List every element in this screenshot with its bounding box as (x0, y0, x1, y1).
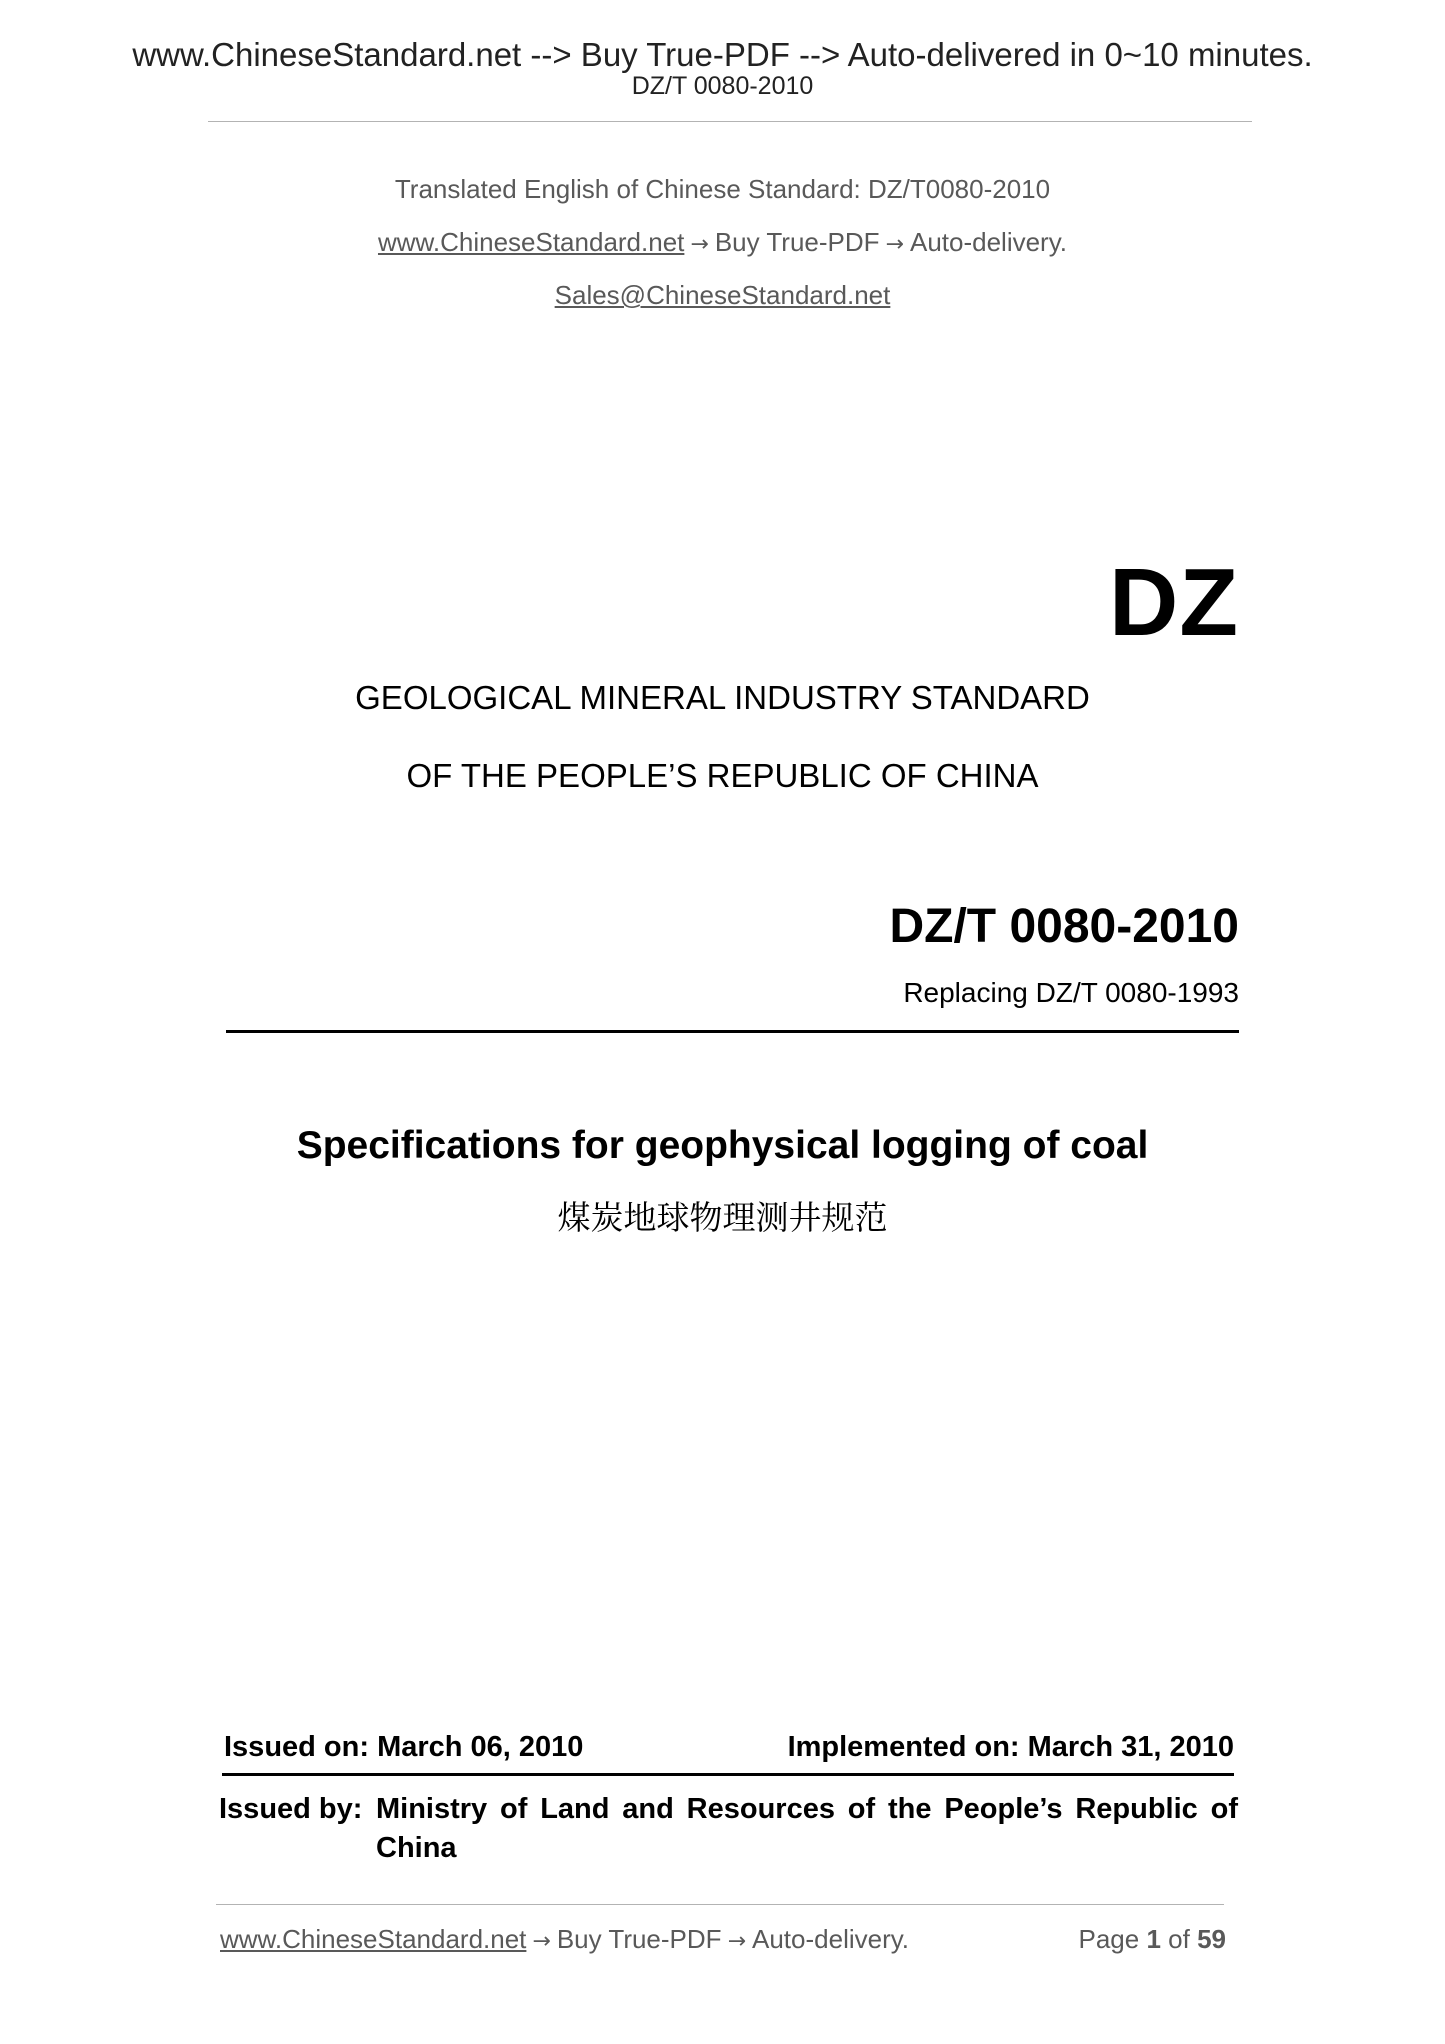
issued-by-label: Issued by: (219, 1793, 363, 1825)
sales-email-link[interactable]: Sales@ChineseStandard.net (554, 280, 891, 310)
page-label: Page (1078, 1924, 1140, 1954)
arrow-right-icon: → (885, 232, 904, 257)
page-total: 59 (1197, 1924, 1226, 1954)
arrow-right-icon: → (690, 232, 709, 257)
implemented-on-date: Implemented on: March 31, 2010 (787, 1731, 1234, 1763)
footer-buy-true-pdf-text: Buy True-PDF (556, 1924, 722, 1954)
replacing-note: Replacing DZ/T 0080-1993 (903, 977, 1239, 1008)
document-title-english: Specifications for geophysical logging of coal (296, 1124, 1149, 1167)
arrow-right-icon: → (532, 1929, 551, 1954)
translated-standard-line: Translated English of Chinese Standard: DZ/T0080-2010 (394, 174, 1051, 204)
footer-chinesestandard-link[interactable]: www.ChineseStandard.net (220, 1924, 527, 1954)
page-of-label: of (1168, 1924, 1190, 1954)
buy-true-pdf-text: Buy True-PDF (714, 227, 880, 257)
document-title-chinese: 煤炭地球物理测井规范 (557, 1198, 888, 1237)
issued-by-value: Ministry of Land and Resources of the People’s Republic of China (376, 1793, 1238, 1865)
auto-delivery-text: Auto-delivery. (909, 227, 1068, 257)
issue-divider (222, 1773, 1234, 1776)
top-banner: www.ChineseStandard.net --> Buy True-PDF --> Auto-delivered in 0~10 minutes. (132, 36, 1313, 73)
title-divider (226, 1030, 1239, 1033)
chinesestandard-link[interactable]: www.ChineseStandard.net (377, 227, 685, 257)
page-number (1078, 1926, 1226, 1952)
dz-standard-mark: DZ (1109, 549, 1239, 656)
page-current: 1 (1146, 1924, 1161, 1954)
running-header: DZ/T 0080-2010 (631, 72, 814, 100)
issued-on-date: Issued on: March 06, 2010 (224, 1731, 584, 1763)
header-divider (208, 121, 1252, 122)
standard-type-line2: OF THE PEOPLE’S REPUBLIC OF CHINA (406, 757, 1039, 794)
footer-auto-delivery-text: Auto-delivery. (752, 1924, 910, 1954)
standard-code: DZ/T 0080-2010 (889, 900, 1239, 953)
footer-divider (216, 1904, 1224, 1905)
sales-line (0, 282, 1445, 308)
standard-type-line1: GEOLOGICAL MINERAL INDUSTRY STANDARD (355, 679, 1090, 716)
arrow-right-icon: → (727, 1929, 746, 1954)
delivery-line (0, 229, 1445, 256)
footer-delivery-line (220, 1926, 909, 1953)
